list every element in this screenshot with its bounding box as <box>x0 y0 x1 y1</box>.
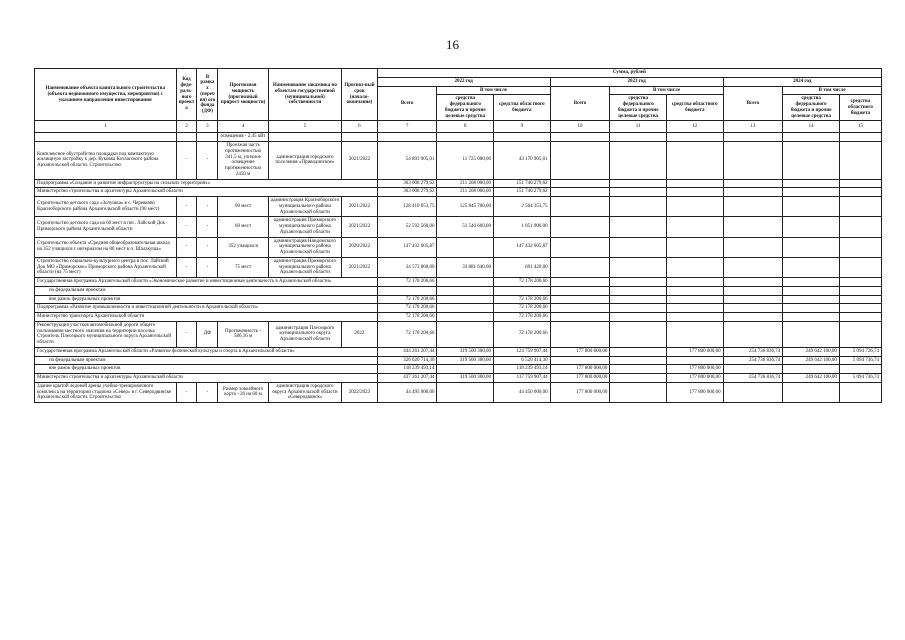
amount-cell <box>723 286 783 295</box>
section-name: по федеральным проектам <box>35 356 378 365</box>
header-incl-2022: В том числе <box>437 86 550 95</box>
customer: администрация Красноборского муниципального района Архангельской области <box>268 197 341 217</box>
amount-cell <box>610 295 667 304</box>
deadline: 2021/2022 <box>342 257 378 277</box>
amount-cell <box>723 257 783 277</box>
amount-cell <box>783 257 840 277</box>
table-row <box>35 179 882 188</box>
amount-cell <box>610 217 667 237</box>
capacity: Проезжая часть протяженностью 341,5 м, уличное освещение протяженностью 2450 м <box>218 142 268 180</box>
amount-cell <box>783 313 840 322</box>
amount-cell <box>666 304 723 313</box>
amount-cell: 177 800 000,00 <box>550 382 610 402</box>
amount-cell: 72 178 200,66 <box>377 313 437 322</box>
amount-cell <box>610 313 667 322</box>
amount-cell <box>839 257 881 277</box>
object-name: Строительство объекта «Средняя общеобразовательная школа на 352 учащихся с интернатом на 80 мест в п. Шалакуша» <box>35 237 177 257</box>
section-name: Министерство строительства и архитектуры Архангельской области <box>35 188 378 197</box>
amount-cell: 151 740 279,62 <box>494 188 551 197</box>
amount-cell: 5 094 736,74 <box>839 347 881 356</box>
amount-cell: 2 564 353,75 <box>494 197 551 217</box>
amount-cell <box>723 142 783 180</box>
amount-cell <box>723 304 783 313</box>
column-number: 8 <box>437 121 494 133</box>
header-sum: Сумма, рублей <box>377 69 881 78</box>
amount-cell <box>666 295 723 304</box>
amount-cell: 177 800 000,00 <box>550 374 610 383</box>
table-row <box>35 237 882 257</box>
amount-cell: 437 261 207,44 <box>377 374 437 383</box>
amount-cell <box>666 321 723 347</box>
amount-cell: 319 500 300,00 <box>437 356 494 365</box>
amount-cell <box>839 286 881 295</box>
amount-cell <box>666 257 723 277</box>
amount-cell <box>723 278 783 287</box>
column-number: 13 <box>723 121 783 133</box>
amount-cell <box>839 295 881 304</box>
amount-cell: 147 432 605,87 <box>377 237 437 257</box>
column-number: 15 <box>839 121 881 133</box>
amount-cell: 1 051 900,00 <box>494 217 551 237</box>
table-row <box>35 133 882 142</box>
amount-cell <box>437 133 494 142</box>
amount-cell <box>666 133 723 142</box>
section-name: Министерство строительства и архитектуры Архангельской области <box>35 374 378 383</box>
table-body <box>35 133 882 403</box>
amount-cell <box>839 365 881 374</box>
capacity: 90 мест <box>218 197 268 217</box>
amount-cell: 11 725 000,00 <box>437 142 494 180</box>
column-number: 7 <box>377 121 437 133</box>
amount-cell: 72 178 200,66 <box>494 304 551 313</box>
amount-cell: 43 170 905,01 <box>494 142 551 180</box>
section-name: Подпрограмма «Развитие промышленности и инвестиционной деятельности в Архангельской области» <box>35 304 378 313</box>
federal-project-code: - <box>176 217 197 237</box>
header-year-2024: 2024 год <box>723 77 881 86</box>
amount-cell: 249 642 100,00 <box>783 347 840 356</box>
road-fund-flag: - <box>197 237 218 257</box>
customer: администрация городского поселения «Приводинское» <box>268 142 341 180</box>
deadline: 2022 <box>342 321 378 347</box>
amount-cell <box>723 237 783 257</box>
capacity: 60 мест <box>218 217 268 237</box>
customer: администрация Няндомского муниципального района Архангельской области <box>268 237 341 257</box>
header-total-2022: Всего <box>377 86 437 121</box>
amount-cell <box>666 142 723 180</box>
amount-cell <box>666 356 723 365</box>
amount-cell: 691 420,00 <box>494 257 551 277</box>
header-incl-2024: В том числе <box>783 86 882 95</box>
header-year-2022: 2022 год <box>377 77 550 86</box>
column-number: 6 <box>342 121 378 133</box>
amount-cell <box>494 286 551 295</box>
amount-cell <box>783 365 840 374</box>
amount-cell <box>550 313 610 322</box>
amount-cell <box>839 278 881 287</box>
amount-cell: 52 592 560,00 <box>377 217 437 237</box>
amount-cell <box>610 237 667 257</box>
amount-cell <box>723 133 783 142</box>
table-row <box>35 286 882 295</box>
amount-cell <box>783 133 840 142</box>
table-row <box>35 347 882 356</box>
amount-cell <box>494 133 551 142</box>
capacity: Протяженность - 586,16 м <box>218 321 268 347</box>
amount-cell <box>839 217 881 237</box>
amount-cell: 72 178 200,66 <box>494 313 551 322</box>
header-reg-2024: средства областного бюджета <box>839 95 881 121</box>
road-fund-flag: - <box>197 257 218 277</box>
amount-cell <box>723 365 783 374</box>
section-name: по федеральным проектам <box>35 286 378 295</box>
amount-cell <box>550 295 610 304</box>
amount-cell: 211 268 000,00 <box>437 179 494 188</box>
amount-cell: 72 178 200,66 <box>494 295 551 304</box>
header-code: Код феде-раль-ного проекта <box>176 69 197 121</box>
amount-cell <box>666 313 723 322</box>
table-row <box>35 295 882 304</box>
column-number: 5 <box>268 121 341 133</box>
table-row <box>35 321 882 347</box>
amount-cell <box>783 197 840 217</box>
amount-cell <box>550 356 610 365</box>
amount-cell: 177 800 000,00 <box>666 347 723 356</box>
header-incl-2023: В том числе <box>610 86 723 95</box>
amount-cell: 34 573 060,00 <box>377 257 437 277</box>
table-row <box>35 257 882 277</box>
table-row <box>35 365 882 374</box>
amount-cell: 319 500 300,00 <box>437 347 494 356</box>
amount-cell <box>783 286 840 295</box>
federal-project-code: - <box>176 197 197 217</box>
object-name: Строительство социально-культурного центра в пос. Лайский Док МО «Приморское» Приморского района Архангельской области (на 75 мест) <box>35 257 177 277</box>
table-row <box>35 142 882 180</box>
amount-cell <box>550 197 610 217</box>
amount-cell: 177 800 000,00 <box>550 347 610 356</box>
road-fund-flag: ДФ <box>197 321 218 347</box>
deadline: 2021/2022 <box>342 142 378 180</box>
amount-cell: 151 740 279,62 <box>494 179 551 188</box>
amount-cell: 363 008 279,62 <box>377 188 437 197</box>
amount-cell <box>377 286 437 295</box>
amount-cell <box>610 356 667 365</box>
amount-cell <box>550 286 610 295</box>
amount-cell: 177 800 000,00 <box>550 365 610 374</box>
road-fund-flag: - <box>197 142 218 180</box>
amount-cell <box>437 321 494 347</box>
table-row <box>35 356 882 365</box>
section-name: вне рамок федеральных проектов <box>35 365 378 374</box>
road-fund-flag: - <box>197 197 218 217</box>
amount-cell <box>783 321 840 347</box>
amount-cell: 72 178 200,66 <box>377 304 437 313</box>
amount-cell <box>666 188 723 197</box>
amount-cell: 326 020 714,30 <box>377 356 437 365</box>
amount-cell <box>437 295 494 304</box>
amount-cell <box>839 188 881 197</box>
amount-cell: 54 893 905,01 <box>377 142 437 180</box>
amount-cell: 118 239 493,14 <box>377 365 437 374</box>
table-row <box>35 278 882 287</box>
amount-cell <box>783 188 840 197</box>
header-total-2024: Всего <box>723 86 783 121</box>
amount-cell <box>610 304 667 313</box>
amount-cell <box>666 179 723 188</box>
amount-cell <box>839 382 881 402</box>
deadline <box>342 133 378 142</box>
amount-cell <box>723 295 783 304</box>
header-customer: Наименование заказчика по объектам государственной (муниципальной) собственности <box>268 69 341 121</box>
amount-cell <box>550 321 610 347</box>
section-name: Государственная программа Архангельской области «Развитие физической культуры и спорта в Архангельской области» <box>35 347 378 356</box>
amount-cell <box>610 321 667 347</box>
amount-cell: 147 432 605,87 <box>494 237 551 257</box>
amount-cell: 254 736 836,74 <box>723 356 783 365</box>
road-fund-flag <box>197 133 218 142</box>
amount-cell <box>723 321 783 347</box>
header-dfp: В рамках (перечня) ого фонда (ДФ) <box>197 69 218 121</box>
amount-cell: 211 268 000,00 <box>437 188 494 197</box>
amount-cell <box>550 179 610 188</box>
amount-cell: 125 845 700,00 <box>437 197 494 217</box>
table-row <box>35 304 882 313</box>
amount-cell: 128 410 053,75 <box>377 197 437 217</box>
amount-cell: 177 800 000,00 <box>666 365 723 374</box>
investment-table <box>34 68 882 403</box>
amount-cell: 72 178 200,66 <box>494 278 551 287</box>
amount-cell <box>610 142 667 180</box>
amount-cell <box>437 304 494 313</box>
column-number: 11 <box>610 121 667 133</box>
amount-cell: 118 239 493,14 <box>494 365 551 374</box>
amount-cell: 249 642 100,00 <box>783 374 840 383</box>
amount-cell: 5 094 736,74 <box>839 374 881 383</box>
amount-cell <box>839 179 881 188</box>
amount-cell <box>666 197 723 217</box>
amount-cell <box>610 374 667 383</box>
capacity: Размер хоккейного корта - 26 на 60 м <box>218 382 268 402</box>
capacity: освещения - 2,45 кВт <box>218 133 268 142</box>
amount-cell <box>550 237 610 257</box>
amount-cell <box>666 286 723 295</box>
column-number: 9 <box>494 121 551 133</box>
amount-cell <box>666 278 723 287</box>
amount-cell: 177 800 000,00 <box>666 382 723 402</box>
amount-cell: 124 759 907,44 <box>494 347 551 356</box>
amount-cell <box>723 179 783 188</box>
amount-cell <box>437 237 494 257</box>
table-row <box>35 382 882 402</box>
amount-cell <box>839 142 881 180</box>
amount-cell <box>839 313 881 322</box>
header-year-2023: 2023 год <box>550 77 723 86</box>
amount-cell <box>666 217 723 237</box>
object-name: Здание крытой ледовой арены учебно-тренировочного комплекса на территории стадиона «Север» в г. Северодвинске Архангельской области. Строительство <box>35 382 177 402</box>
amount-cell <box>723 188 783 197</box>
column-number: 14 <box>783 121 840 133</box>
amount-cell <box>783 217 840 237</box>
amount-cell <box>437 278 494 287</box>
amount-cell <box>437 365 494 374</box>
amount-cell <box>610 188 667 197</box>
header-reg-2022: средства областного бюджета <box>494 95 551 121</box>
header-name: Наименование объекта капитального строительства (объекта недвижимого имущества, мероприятия) с указанием направления инвестирования <box>35 69 177 121</box>
page-number: 16 <box>446 37 459 52</box>
amount-cell <box>723 313 783 322</box>
deadline: 2020/2022 <box>342 237 378 257</box>
column-number: 10 <box>550 121 610 133</box>
road-fund-flag: - <box>197 382 218 402</box>
header-fed-2023: средства федерального бюджета и прочие целевые средства <box>610 95 667 121</box>
object-name: Реконструкция участков автомобильной дороги общего пользования местного значения на территории поселка Строитель Плесецкого муниципального округа Архангельской области <box>35 321 177 347</box>
capacity: 352 учащихся <box>218 237 268 257</box>
federal-project-code: - <box>176 142 197 180</box>
amount-cell <box>610 286 667 295</box>
header-total-2023: Всего <box>550 86 610 121</box>
amount-cell <box>550 133 610 142</box>
deadline: 2021/2022 <box>342 197 378 217</box>
column-number-row <box>35 121 882 133</box>
column-number: 2 <box>176 121 197 133</box>
amount-cell: 72 178 200,66 <box>377 321 437 347</box>
amount-cell <box>839 321 881 347</box>
amount-cell <box>783 295 840 304</box>
amount-cell <box>437 382 494 402</box>
amount-cell <box>783 237 840 257</box>
table-row <box>35 197 882 217</box>
customer: администрация городского округа Архангельской области «Северодвинск» <box>268 382 341 402</box>
amount-cell: 254 736 836,74 <box>723 347 783 356</box>
amount-cell: 51 540 660,00 <box>437 217 494 237</box>
amount-cell <box>723 382 783 402</box>
amount-cell: 6 520 414,30 <box>494 356 551 365</box>
amount-cell <box>550 188 610 197</box>
object-name: Строительство детского сада «Золушка» в с. Черевково Красноборского района Архангельской области (90 мест) <box>35 197 177 217</box>
amount-cell <box>839 197 881 217</box>
amount-cell <box>550 304 610 313</box>
amount-cell <box>783 382 840 402</box>
column-number: 12 <box>666 121 723 133</box>
amount-cell <box>610 382 667 402</box>
object-name: Комплексное обустройство площадки под компактную жилищную застройку к дер. Куковка Котласского района Архангельской области. Строительство <box>35 142 177 180</box>
amount-cell <box>610 197 667 217</box>
customer: администрация Приморского муниципального района Архангельской области <box>268 217 341 237</box>
header-deadline: Прогноз-ный срок (начало-окончание) <box>342 69 378 121</box>
amount-cell: 117 759 907,44 <box>494 374 551 383</box>
amount-cell: 177 800 000,00 <box>666 374 723 383</box>
column-number: 4 <box>218 121 268 133</box>
amount-cell <box>666 237 723 257</box>
section-name: Государственная программа Архангельской области «Экономическое развитие и инвестиционная деятельность в Архангельской области» <box>35 278 378 287</box>
deadline: 2022/2023 <box>342 382 378 402</box>
amount-cell <box>550 142 610 180</box>
header-capacity: Прогнозная мощность (прогнозный прирост мощности) <box>218 69 268 121</box>
amount-cell <box>550 278 610 287</box>
amount-cell <box>783 278 840 287</box>
amount-cell: 72 178 200,66 <box>377 278 437 287</box>
amount-cell <box>437 286 494 295</box>
amount-cell: 319 500 300,00 <box>437 374 494 383</box>
amount-cell: 72 178 200,66 <box>377 295 437 304</box>
amount-cell <box>783 142 840 180</box>
section-name: Министерство транспорта Архангельской области <box>35 313 378 322</box>
section-name: вне рамок федеральных проектов <box>35 295 378 304</box>
customer: администрация Плесецкого муниципального округа Архангельской области <box>268 321 341 347</box>
object-name <box>35 133 177 142</box>
federal-project-code <box>176 133 197 142</box>
amount-cell: 254 736 836,74 <box>723 374 783 383</box>
amount-cell <box>377 133 437 142</box>
amount-cell <box>723 197 783 217</box>
federal-project-code: - <box>176 237 197 257</box>
header-reg-2023: средства областного бюджета <box>666 95 723 121</box>
table-row <box>35 374 882 383</box>
amount-cell: 44 450 000,00 <box>494 382 551 402</box>
federal-project-code: - <box>176 257 197 277</box>
deadline: 2021/2022 <box>342 217 378 237</box>
amount-cell <box>839 237 881 257</box>
column-number: 1 <box>35 121 177 133</box>
amount-cell: 444 261 207,44 <box>377 347 437 356</box>
amount-cell <box>610 365 667 374</box>
amount-cell: 33 881 640,00 <box>437 257 494 277</box>
amount-cell <box>723 217 783 237</box>
customer: администрация Приморского муниципального района Архангельской области <box>268 257 341 277</box>
object-name: Строительство детского сада на 60 мест в пос. Лайский Док Приморского района Архангельской области <box>35 217 177 237</box>
amount-cell <box>550 257 610 277</box>
amount-cell: 72 178 200,66 <box>494 321 551 347</box>
amount-cell: 5 094 736,74 <box>839 356 881 365</box>
federal-project-code: - <box>176 382 197 402</box>
amount-cell <box>839 304 881 313</box>
amount-cell: 44 495 000,00 <box>377 382 437 402</box>
section-name: Подпрограмма «Создание и развитие инфраструктуры на сельских территориях» <box>35 179 378 188</box>
road-fund-flag: - <box>197 217 218 237</box>
amount-cell <box>783 179 840 188</box>
amount-cell <box>610 133 667 142</box>
customer <box>268 133 341 142</box>
amount-cell <box>839 133 881 142</box>
amount-cell <box>610 347 667 356</box>
federal-project-code: - <box>176 321 197 347</box>
table-row <box>35 313 882 322</box>
amount-cell: 363 008 279,62 <box>377 179 437 188</box>
amount-cell: 249 642 100,00 <box>783 356 840 365</box>
capacity: 75 мест <box>218 257 268 277</box>
header-fed-2024: средства федерального бюджета и прочие целевые средства <box>783 95 840 121</box>
amount-cell <box>610 257 667 277</box>
table-row <box>35 188 882 197</box>
table-row <box>35 217 882 237</box>
header-fed-2022: средства федерального бюджета и прочие целевые средства <box>437 95 494 121</box>
amount-cell <box>437 313 494 322</box>
column-number: 3 <box>197 121 218 133</box>
amount-cell <box>610 179 667 188</box>
amount-cell <box>610 278 667 287</box>
amount-cell <box>550 217 610 237</box>
amount-cell <box>783 304 840 313</box>
